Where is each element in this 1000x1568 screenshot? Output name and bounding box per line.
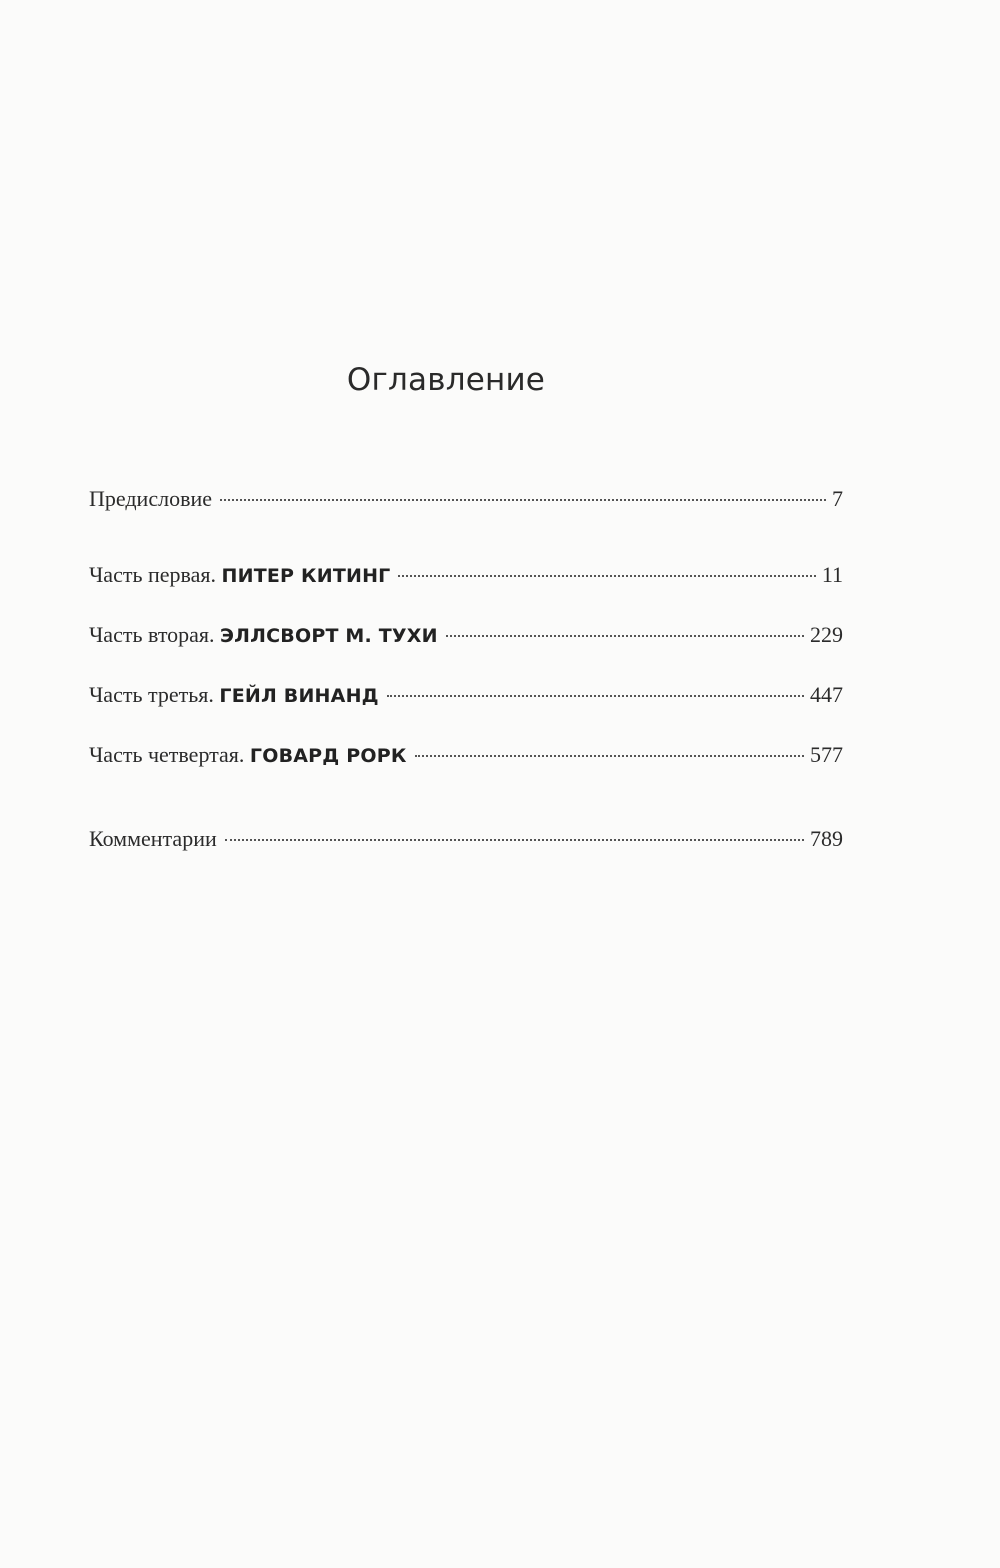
toc-entry-name: ГЕЙЛ ВИНАНД xyxy=(219,685,379,707)
dot-leader xyxy=(220,499,826,501)
toc-entry-label xyxy=(89,826,217,852)
toc-entry-part: Часть вторая. xyxy=(89,622,221,647)
toc-entry-part: Комментарии xyxy=(89,826,217,851)
toc-entry-preface[interactable] xyxy=(89,486,843,518)
toc-entry-part: Часть первая. xyxy=(89,562,222,587)
toc-entry-name: ПИТЕР КИТИНГ xyxy=(221,565,391,587)
toc-entry-page: 7 xyxy=(832,486,843,511)
toc-entry-page: 229 xyxy=(810,622,843,647)
toc-title: Оглавление xyxy=(346,362,546,398)
dot-leader xyxy=(398,575,815,577)
dot-leader xyxy=(446,635,804,637)
toc-entry-label xyxy=(89,562,390,588)
toc-entry-name: ГОВАРД РОРК xyxy=(249,745,407,767)
toc-entry-page: 447 xyxy=(810,682,843,707)
toc-entry-page: 11 xyxy=(821,562,843,587)
toc-entry-page: 789 xyxy=(810,826,843,851)
toc-entry-part-1[interactable] xyxy=(89,562,843,594)
toc-entry-part-3[interactable] xyxy=(89,682,843,714)
toc-entry-part-2[interactable] xyxy=(89,622,843,654)
toc-entry-label xyxy=(89,486,212,512)
toc-entry-page: 577 xyxy=(810,742,843,767)
toc-entry-label xyxy=(89,622,438,648)
dot-leader xyxy=(415,755,804,757)
toc-entry-label xyxy=(89,742,407,768)
toc-entry-name: ЭЛЛСВОРТ М. ТУХИ xyxy=(220,625,438,647)
toc-entry-part: Часть третья. xyxy=(89,682,220,707)
dot-leader xyxy=(225,839,804,841)
toc-entry-part-4[interactable] xyxy=(89,742,843,774)
toc-entry-part: Часть четвертая. xyxy=(89,742,250,767)
toc-entry-comments[interactable] xyxy=(89,826,843,858)
toc-entry-label xyxy=(89,682,379,708)
toc-entry-part: Предисловие xyxy=(89,486,212,511)
dot-leader xyxy=(387,695,804,697)
